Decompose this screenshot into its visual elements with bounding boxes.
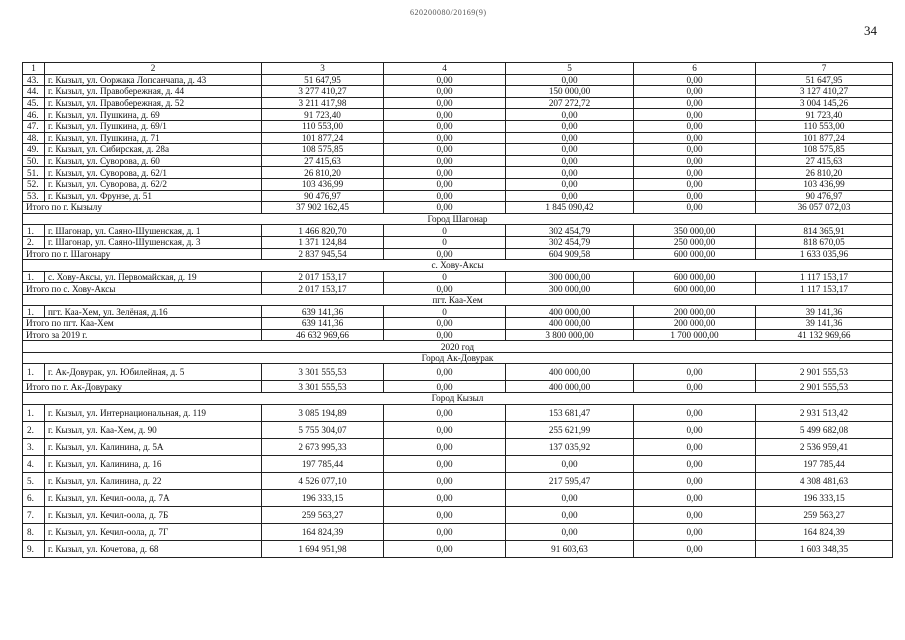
address-cell: г. Кызыл, ул. Правобережная, д. 52 [45, 97, 262, 109]
address-cell: г. Кызыл, ул. Кечил-оола, д. 7Б [45, 506, 262, 523]
amount-cell: 3 277 410,27 [262, 86, 384, 98]
address-cell: г. Кызыл, ул. Пушкина, д. 69 [45, 109, 262, 121]
section-heading-row [23, 393, 893, 405]
table-row [23, 144, 893, 156]
amount-cell: 196 333,15 [262, 489, 384, 506]
row-number: 51. [23, 167, 45, 179]
row-number: 3. [23, 438, 45, 455]
amount-cell: 108 575,85 [262, 144, 384, 156]
amount-cell: 1 117 153,17 [756, 271, 893, 283]
table-row [23, 438, 893, 455]
section-heading-row [23, 352, 893, 364]
table-row [23, 109, 893, 121]
amount-cell: 2 673 995,33 [262, 438, 384, 455]
amount-cell: 150 000,00 [506, 86, 634, 98]
row-number: 2. [23, 421, 45, 438]
amount-cell: 604 909,58 [506, 248, 634, 260]
table-row [23, 421, 893, 438]
address-cell: г. Ак-Довурак, ул. Юбилейная, д. 5 [45, 364, 262, 381]
table-row [23, 540, 893, 557]
table-row [23, 190, 893, 202]
subtotal-row [23, 318, 893, 330]
column-header: 6 [634, 63, 756, 75]
amount-cell: 0,00 [384, 318, 506, 330]
amount-cell: 91 603,63 [506, 540, 634, 557]
row-number: 2. [23, 236, 45, 248]
amount-cell: 4 526 077,10 [262, 472, 384, 489]
amount-cell: 5 755 304,07 [262, 421, 384, 438]
amount-cell: 197 785,44 [262, 455, 384, 472]
amount-cell: 0,00 [384, 489, 506, 506]
table-row [23, 455, 893, 472]
amount-cell: 0,00 [384, 523, 506, 540]
address-cell: г. Кызыл, ул. Интернациональная, д. 119 [45, 404, 262, 421]
amount-cell: 0,00 [634, 540, 756, 557]
address-cell: пгт. Каа-Хем, ул. Зелёная, д.16 [45, 306, 262, 318]
section-heading: Город Шагонар [23, 213, 893, 225]
amount-cell: 600 000,00 [634, 248, 756, 260]
table-row [23, 132, 893, 144]
row-number: 53. [23, 190, 45, 202]
amount-cell: 137 035,92 [506, 438, 634, 455]
amount-cell: 90 476,97 [756, 190, 893, 202]
table-row [23, 236, 893, 248]
amount-cell: 1 845 090,42 [506, 202, 634, 214]
row-number: 1. [23, 271, 45, 283]
subtotal-row [23, 381, 893, 393]
amount-cell: 0 [384, 225, 506, 237]
amount-cell: 91 723,40 [756, 109, 893, 121]
column-header: 2 [45, 63, 262, 75]
amount-cell: 3 085 194,89 [262, 404, 384, 421]
address-cell: г. Кызыл, ул. Калинина, д. 22 [45, 472, 262, 489]
amount-cell: 0,00 [384, 421, 506, 438]
row-number: 44. [23, 86, 45, 98]
amount-cell: 0,00 [634, 523, 756, 540]
amount-cell: 110 553,00 [756, 120, 893, 132]
section-heading: с. Хову-Аксы [23, 260, 893, 272]
amount-cell: 1 117 153,17 [756, 283, 893, 295]
amount-cell: 400 000,00 [506, 306, 634, 318]
amount-cell: 259 563,27 [756, 506, 893, 523]
subtotal-label: Итого по г. Кызылу [23, 202, 262, 214]
amount-cell: 37 902 162,45 [262, 202, 384, 214]
amount-cell: 0,00 [384, 97, 506, 109]
amount-cell: 0,00 [384, 132, 506, 144]
amount-cell: 600 000,00 [634, 283, 756, 295]
amount-cell: 0 [384, 306, 506, 318]
subtotal-label: Итого по г. Шагонару [23, 248, 262, 260]
row-number: 7. [23, 506, 45, 523]
amount-cell: 110 553,00 [262, 120, 384, 132]
amount-cell: 2 837 945,54 [262, 248, 384, 260]
amount-cell: 0,00 [506, 155, 634, 167]
row-number: 47. [23, 120, 45, 132]
amount-cell: 0,00 [384, 329, 506, 341]
address-cell: г. Кызыл, ул. Суворова, д. 62/2 [45, 178, 262, 190]
budget-table [22, 62, 893, 558]
amount-cell: 0,00 [384, 283, 506, 295]
address-cell: г. Кызыл, ул. Каа-Хем, д. 90 [45, 421, 262, 438]
section-heading-row [23, 294, 893, 306]
amount-cell: 300 000,00 [506, 283, 634, 295]
column-header: 7 [756, 63, 893, 75]
amount-cell: 51 647,95 [756, 74, 893, 86]
row-number: 9. [23, 540, 45, 557]
amount-cell: 0,00 [634, 455, 756, 472]
table-body [23, 63, 893, 558]
address-cell: г. Кызыл, ул. Суворова, д. 60 [45, 155, 262, 167]
address-cell: г. Кызыл, ул. Кочетова, д. 68 [45, 540, 262, 557]
amount-cell: 0,00 [384, 144, 506, 156]
amount-cell: 0,00 [634, 144, 756, 156]
section-heading-row [23, 260, 893, 272]
column-header: 4 [384, 63, 506, 75]
amount-cell: 0,00 [634, 155, 756, 167]
amount-cell: 0,00 [506, 489, 634, 506]
amount-cell: 0,00 [384, 472, 506, 489]
page-number: 34 [864, 23, 877, 38]
amount-cell: 0,00 [506, 190, 634, 202]
row-number: 49. [23, 144, 45, 156]
amount-cell: 101 877,24 [756, 132, 893, 144]
address-cell: г. Кызыл, ул. Фрунзе, д. 51 [45, 190, 262, 202]
amount-cell: 400 000,00 [506, 364, 634, 381]
amount-cell: 1 466 820,70 [262, 225, 384, 237]
amount-cell: 0,00 [384, 190, 506, 202]
amount-cell: 108 575,85 [756, 144, 893, 156]
address-cell: г. Кызыл, ул. Пушкина, д. 71 [45, 132, 262, 144]
amount-cell: 0,00 [506, 120, 634, 132]
amount-cell: 818 670,05 [756, 236, 893, 248]
row-number: 45. [23, 97, 45, 109]
table-row [23, 523, 893, 540]
amount-cell: 0 [384, 271, 506, 283]
amount-cell: 300 000,00 [506, 271, 634, 283]
table-row [23, 86, 893, 98]
amount-cell: 0,00 [634, 74, 756, 86]
amount-cell: 0,00 [634, 190, 756, 202]
amount-cell: 217 595,47 [506, 472, 634, 489]
row-number: 43. [23, 74, 45, 86]
amount-cell: 0,00 [634, 97, 756, 109]
amount-cell: 2 901 555,53 [756, 381, 893, 393]
row-number: 1. [23, 306, 45, 318]
amount-cell: 4 308 481,63 [756, 472, 893, 489]
address-cell: г. Кызыл, ул. Ооржака Лопсанчапа, д. 43 [45, 74, 262, 86]
amount-cell: 3 127 410,27 [756, 86, 893, 98]
amount-cell: 639 141,36 [262, 318, 384, 330]
amount-cell: 259 563,27 [262, 506, 384, 523]
address-cell: с. Хову-Аксы, ул. Первомайская, д. 19 [45, 271, 262, 283]
amount-cell: 0,00 [384, 364, 506, 381]
amount-cell: 3 800 000,00 [506, 329, 634, 341]
amount-cell: 0,00 [634, 167, 756, 179]
amount-cell: 0,00 [634, 132, 756, 144]
table-row [23, 167, 893, 179]
amount-cell: 0,00 [634, 120, 756, 132]
amount-cell: 164 824,39 [262, 523, 384, 540]
column-header: 5 [506, 63, 634, 75]
amount-cell: 0,00 [506, 523, 634, 540]
subtotal-label: Итого по пгт. Каа-Хем [23, 318, 262, 330]
subtotal-label: Итого по с. Хову-Аксы [23, 283, 262, 295]
subtotal-row [23, 283, 893, 295]
amount-cell: 0,00 [384, 248, 506, 260]
address-cell: г. Кызыл, ул. Правобережная, д. 44 [45, 86, 262, 98]
amount-cell: 0,00 [634, 506, 756, 523]
amount-cell: 0,00 [506, 167, 634, 179]
amount-cell: 196 333,15 [756, 489, 893, 506]
row-number: 5. [23, 472, 45, 489]
amount-cell: 0 [384, 236, 506, 248]
amount-cell: 3 004 145,26 [756, 97, 893, 109]
subtotal-row [23, 202, 893, 214]
amount-cell: 0,00 [384, 404, 506, 421]
column-number-row [23, 63, 893, 75]
amount-cell: 0,00 [634, 178, 756, 190]
table-row [23, 97, 893, 109]
section-heading: Город Ак-Довурак [23, 352, 893, 364]
address-cell: г. Кызыл, ул. Кечил-оола, д. 7Г [45, 523, 262, 540]
row-number: 1. [23, 364, 45, 381]
amount-cell: 101 877,24 [262, 132, 384, 144]
amount-cell: 0,00 [634, 86, 756, 98]
amount-cell: 3 301 555,53 [262, 381, 384, 393]
amount-cell: 0,00 [506, 109, 634, 121]
amount-cell: 0,00 [384, 120, 506, 132]
amount-cell: 36 057 072,03 [756, 202, 893, 214]
amount-cell: 1 371 124,84 [262, 236, 384, 248]
amount-cell: 639 141,36 [262, 306, 384, 318]
amount-cell: 90 476,97 [262, 190, 384, 202]
subtotal-label: Итого по г. Ак-Довураку [23, 381, 262, 393]
amount-cell: 91 723,40 [262, 109, 384, 121]
amount-cell: 39 141,36 [756, 318, 893, 330]
amount-cell: 250 000,00 [634, 236, 756, 248]
section-heading: пгт. Каа-Хем [23, 294, 893, 306]
amount-cell: 0,00 [384, 74, 506, 86]
column-header: 1 [23, 63, 45, 75]
amount-cell: 39 141,36 [756, 306, 893, 318]
row-number: 52. [23, 178, 45, 190]
amount-cell: 207 272,72 [506, 97, 634, 109]
row-number: 50. [23, 155, 45, 167]
amount-cell: 1 603 348,35 [756, 540, 893, 557]
amount-cell: 0,00 [634, 404, 756, 421]
amount-cell: 0,00 [506, 144, 634, 156]
amount-cell: 400 000,00 [506, 318, 634, 330]
amount-cell: 27 415,63 [756, 155, 893, 167]
table-row [23, 271, 893, 283]
table-row [23, 155, 893, 167]
subtotal-row [23, 329, 893, 341]
table-row [23, 120, 893, 132]
amount-cell: 0,00 [634, 364, 756, 381]
amount-cell: 2 901 555,53 [756, 364, 893, 381]
amount-cell: 0,00 [634, 381, 756, 393]
amount-cell: 814 365,91 [756, 225, 893, 237]
amount-cell: 0,00 [384, 178, 506, 190]
table-row [23, 472, 893, 489]
table-row [23, 404, 893, 421]
address-cell: г. Шагонар, ул. Саяно-Шушенская, д. 3 [45, 236, 262, 248]
amount-cell: 0,00 [506, 132, 634, 144]
amount-cell: 26 810,20 [756, 167, 893, 179]
amount-cell: 0,00 [384, 155, 506, 167]
address-cell: г. Кызыл, ул. Кечил-оола, д. 7А [45, 489, 262, 506]
address-cell: г. Кызыл, ул. Калинина, д. 5А [45, 438, 262, 455]
amount-cell: 0,00 [384, 109, 506, 121]
address-cell: г. Кызыл, ул. Калинина, д. 16 [45, 455, 262, 472]
amount-cell: 302 454,79 [506, 225, 634, 237]
row-number: 48. [23, 132, 45, 144]
table-row [23, 74, 893, 86]
amount-cell: 5 499 682,08 [756, 421, 893, 438]
amount-cell: 2 017 153,17 [262, 283, 384, 295]
amount-cell: 41 132 969,66 [756, 329, 893, 341]
address-cell: г. Шагонар, ул. Саяно-Шушенская, д. 1 [45, 225, 262, 237]
table-row [23, 225, 893, 237]
amount-cell: 197 785,44 [756, 455, 893, 472]
row-number: 1. [23, 225, 45, 237]
amount-cell: 600 000,00 [634, 271, 756, 283]
amount-cell: 2 931 513,42 [756, 404, 893, 421]
amount-cell: 0,00 [384, 506, 506, 523]
amount-cell: 0,00 [506, 506, 634, 523]
row-number: 8. [23, 523, 45, 540]
amount-cell: 46 632 969,66 [262, 329, 384, 341]
amount-cell: 0,00 [506, 178, 634, 190]
section-heading: Город Кызыл [23, 393, 893, 405]
column-header: 3 [262, 63, 384, 75]
section-heading-row [23, 341, 893, 353]
amount-cell: 2 017 153,17 [262, 271, 384, 283]
amount-cell: 0,00 [384, 455, 506, 472]
row-number: 6. [23, 489, 45, 506]
amount-cell: 0,00 [634, 109, 756, 121]
table-row [23, 489, 893, 506]
table-row [23, 364, 893, 381]
amount-cell: 0,00 [384, 167, 506, 179]
amount-cell: 0,00 [384, 438, 506, 455]
amount-cell: 302 454,79 [506, 236, 634, 248]
amount-cell: 0,00 [506, 74, 634, 86]
section-heading-row [23, 213, 893, 225]
amount-cell: 1 700 000,00 [634, 329, 756, 341]
table-row [23, 178, 893, 190]
amount-cell: 164 824,39 [756, 523, 893, 540]
amount-cell: 1 694 951,98 [262, 540, 384, 557]
subtotal-row [23, 248, 893, 260]
row-number: 46. [23, 109, 45, 121]
subtotal-label: Итого за 2019 г. [23, 329, 262, 341]
section-heading: 2020 год [23, 341, 893, 353]
amount-cell: 400 000,00 [506, 381, 634, 393]
amount-cell: 0,00 [384, 540, 506, 557]
amount-cell: 200 000,00 [634, 306, 756, 318]
amount-cell: 0,00 [634, 438, 756, 455]
address-cell: г. Кызыл, ул. Сибирская, д. 28а [45, 144, 262, 156]
amount-cell: 1 633 035,96 [756, 248, 893, 260]
amount-cell: 0,00 [634, 202, 756, 214]
amount-cell: 153 681,47 [506, 404, 634, 421]
amount-cell: 0,00 [384, 381, 506, 393]
amount-cell: 51 647,95 [262, 74, 384, 86]
address-cell: г. Кызыл, ул. Пушкина, д. 69/1 [45, 120, 262, 132]
amount-cell: 350 000,00 [634, 225, 756, 237]
address-cell: г. Кызыл, ул. Суворова, д. 62/1 [45, 167, 262, 179]
row-number: 1. [23, 404, 45, 421]
row-number: 4. [23, 455, 45, 472]
amount-cell: 103 436,99 [262, 178, 384, 190]
amount-cell: 0,00 [506, 455, 634, 472]
amount-cell: 103 436,99 [756, 178, 893, 190]
amount-cell: 0,00 [384, 86, 506, 98]
amount-cell: 3 211 417,98 [262, 97, 384, 109]
amount-cell: 3 301 555,53 [262, 364, 384, 381]
amount-cell: 200 000,00 [634, 318, 756, 330]
amount-cell: 2 536 959,41 [756, 438, 893, 455]
amount-cell: 0,00 [634, 421, 756, 438]
amount-cell: 0,00 [384, 202, 506, 214]
table-row [23, 306, 893, 318]
amount-cell: 0,00 [634, 472, 756, 489]
amount-cell: 26 810,20 [262, 167, 384, 179]
amount-cell: 0,00 [634, 489, 756, 506]
table-row [23, 506, 893, 523]
document-id: 620200080/20169(9) [410, 8, 487, 17]
amount-cell: 255 621,99 [506, 421, 634, 438]
amount-cell: 27 415,63 [262, 155, 384, 167]
